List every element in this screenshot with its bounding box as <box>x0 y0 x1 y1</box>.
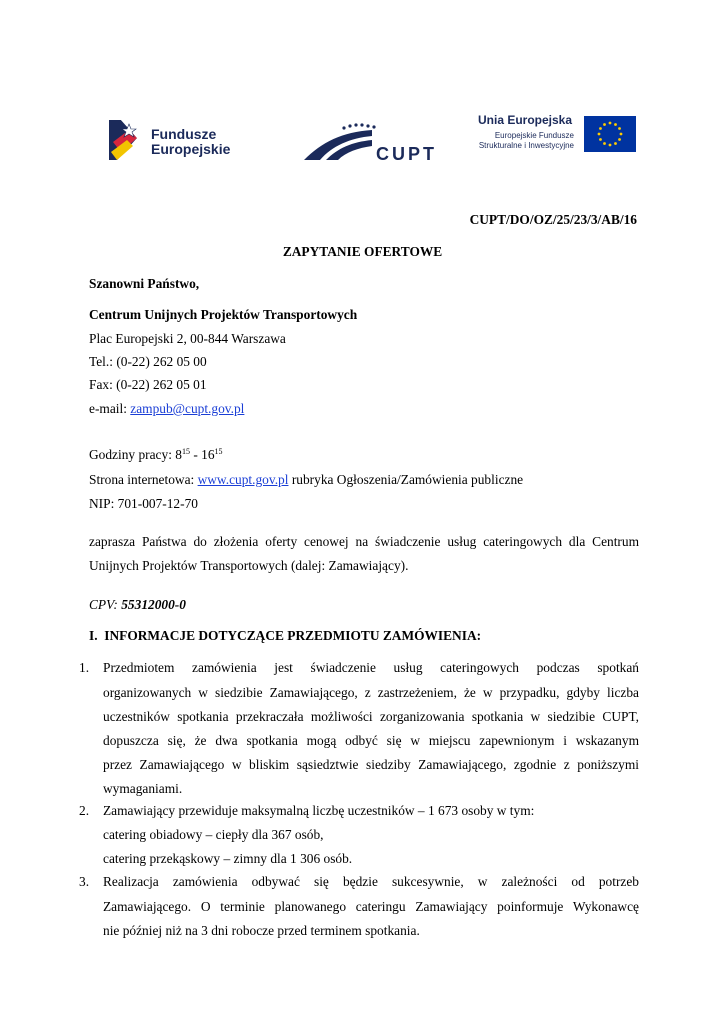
eu-star-icon <box>609 122 612 125</box>
fe-flag-icon <box>107 116 145 164</box>
svg-text:CUPT: CUPT <box>376 144 437 164</box>
ue-title: Unia Europejska <box>478 113 573 127</box>
cpv-code: 55312000-0 <box>121 597 186 612</box>
intro-line-1: zaprasza Państwa do złożenia oferty cenowej na świadczenie usług cateringowych dla Centrum <box>89 534 639 549</box>
address: Plac Europejski 2, 00-844 Warszawa <box>89 331 286 346</box>
eu-star-icon <box>598 133 601 136</box>
fe-line-2: Europejskie <box>151 141 231 157</box>
fundusze-europejskie-logo <box>107 116 247 168</box>
fe-line-1: Fundusze <box>151 126 217 142</box>
hours-from: 8 <box>175 447 182 462</box>
website-suffix: rubryka Ogłoszenia/Zamówienia publiczne <box>288 472 524 487</box>
cupt-logo <box>302 122 437 164</box>
eu-star-icon <box>614 142 617 145</box>
item-3-line: nie później niż na 3 dni robocze przed terminem spotkania. <box>103 923 420 938</box>
organization-name: Centrum Unijnych Projektów Transportowych <box>89 307 358 322</box>
item-1-line: przez Zamawiającego w bliskim sąsiedztwie siedziby Zamawiającego, zgodnie z poniższymi <box>103 757 639 772</box>
logos-header <box>0 108 725 168</box>
working-hours <box>89 447 223 463</box>
item-3-number: 3. <box>79 874 90 889</box>
fax: Fax: (0-22) 262 05 01 <box>89 377 207 392</box>
item-3-line: Realizacja zamówienia odbywać się będzie sukcesywnie, w zależności od potrzeb <box>103 874 639 889</box>
ue-sub-line-2: Strukturalne i Inwestycyjne <box>478 141 574 150</box>
eu-star-icon <box>618 138 621 141</box>
unia-europejska-logo <box>468 112 638 160</box>
intro-line-2: Unijnych Projektów Transportowych (dalej: Zamawiający). <box>89 558 409 573</box>
reference-number: CUPT/DO/OZ/25/23/3/AB/16 <box>469 212 637 227</box>
eu-star-icon <box>599 138 602 141</box>
document-title: ZAPYTANIE OFERTOWE <box>282 244 443 259</box>
section-1-number: I. <box>89 628 98 643</box>
item-1-line: Przedmiotem zamówienia jest świadczenie usług cateringowych podczas spotkań <box>103 660 639 675</box>
item-1-line: dopuszcza się, że dwa spotkania mogą odbyć się w miejscu zapewnionym i wskazanym <box>103 733 639 748</box>
item-2-number: 2. <box>79 803 90 818</box>
eu-star-icon <box>620 133 623 136</box>
item-1-number: 1. <box>79 660 90 675</box>
website-link[interactable]: www.cupt.gov.pl <box>197 472 289 487</box>
hours-to: 16 <box>201 447 215 462</box>
hours-from-minutes: 15 <box>181 447 190 456</box>
eu-star-icon <box>599 127 602 130</box>
eu-star-icon <box>603 142 606 145</box>
email-link[interactable]: zampub@cupt.gov.pl <box>130 401 245 416</box>
cupt-logo-graphic <box>302 122 437 164</box>
hours-separator: - <box>189 447 202 462</box>
item-2-line: catering przekąskowy – zimny dla 1 306 osób. <box>103 851 353 866</box>
item-1-line: wymaganiami. <box>103 781 183 796</box>
fe-logo-text <box>151 127 230 157</box>
item-2-line: catering obiadowy – ciepły dla 367 osób, <box>103 827 324 842</box>
section-1-heading <box>89 628 481 644</box>
eu-flag-icon <box>584 116 636 152</box>
ue-subtitle <box>470 131 574 151</box>
website-label: Strona internetowa: <box>89 472 198 487</box>
nip: NIP: 701-007-12-70 <box>89 496 198 511</box>
item-2-line: Zamawiający przewiduje maksymalną liczbę uczestników – 1 673 osoby w tym: <box>103 803 535 818</box>
eu-star-icon <box>609 144 612 147</box>
hours-to-minutes: 15 <box>214 447 223 456</box>
item-3-line: Zamawiającego. O terminie planowanego cateringu Zamawiający poinformuje Wykonawcę <box>103 899 639 914</box>
section-1-title: INFORMACJE DOTYCZĄCE PRZEDMIOTU ZAMÓWIENIA: <box>104 628 482 643</box>
hours-label: Godziny pracy: <box>89 447 176 462</box>
item-1-line: uczestników spotkania przekraczała możliwości zorganizowania spotkania w siedzibie CUPT, <box>103 709 639 724</box>
eu-star-icon <box>603 123 606 126</box>
eu-star-icon <box>618 127 621 130</box>
website-line <box>89 472 523 488</box>
cpv-label: CPV: <box>89 597 122 612</box>
item-1-line: organizowanych w siedzibie Zamawiającego, z zastrzeżeniem, że w przypadku, gdyby liczba <box>103 685 639 700</box>
eu-star-icon <box>614 123 617 126</box>
email-label: e-mail: <box>89 401 131 416</box>
ue-sub-line-1: Europejskie Fundusze <box>494 131 574 140</box>
telephone: Tel.: (0-22) 262 05 00 <box>89 354 207 369</box>
salutation: Szanowni Państwo, <box>89 276 200 291</box>
cpv-line <box>89 597 186 613</box>
email-line <box>89 401 244 417</box>
